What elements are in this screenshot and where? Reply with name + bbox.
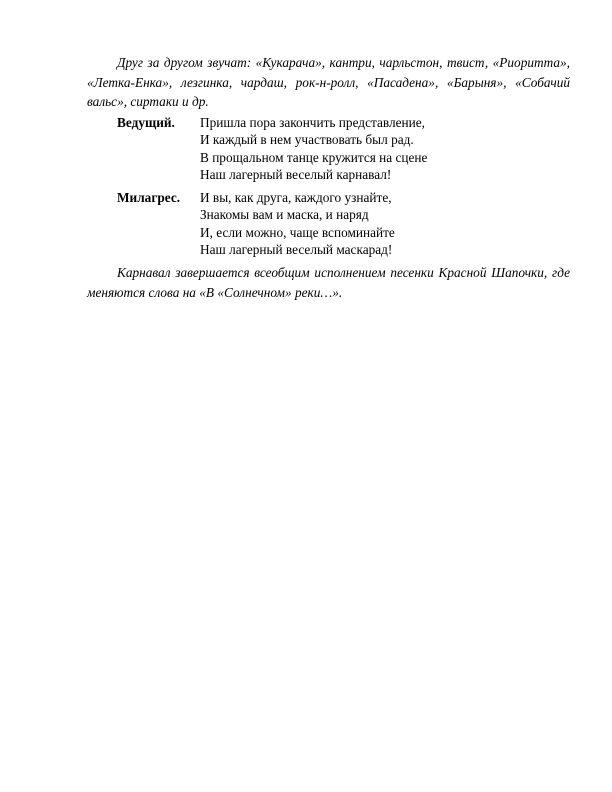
verse-line: Пришла пора закончить представление, [200,115,425,130]
verse [200,189,395,258]
verse-line: И вы, как друга, каждого узнайте, [200,190,392,205]
verse-line: Знакомы вам и маска, и наряд [200,207,369,223]
verse [200,114,427,183]
verse-line: Наш лагерный веселый карнавал! [200,166,392,182]
verse-line: И каждый в нем участвовать был рад. [200,132,414,148]
stage-direction-outro: Карнавал завершается всеобщим исполнением песенки Красной Шапочки, где меняются слова на «В «Солнечном» реки…». [87,265,570,300]
verse-line: Наш лагерный веселый маскарад! [200,241,393,257]
stage-direction-intro: Друг за другом звучат: «Кукарача», кантри, чарльстон, твист, «Риоритта», «Летка-Енка», лезгинка, чардаш, рок-н-ролл, «Пасадена», «Барыня», «Собачий вальс», сиртаки и др. [87,55,570,110]
speaker-name: Ведущий. [117,115,175,130]
verse-line: В прощальном танце кружится на сцене [200,149,428,165]
speaker-name: Милагрес. [117,190,181,205]
verse-line: И, если можно, чаще вспоминайте [200,224,395,240]
